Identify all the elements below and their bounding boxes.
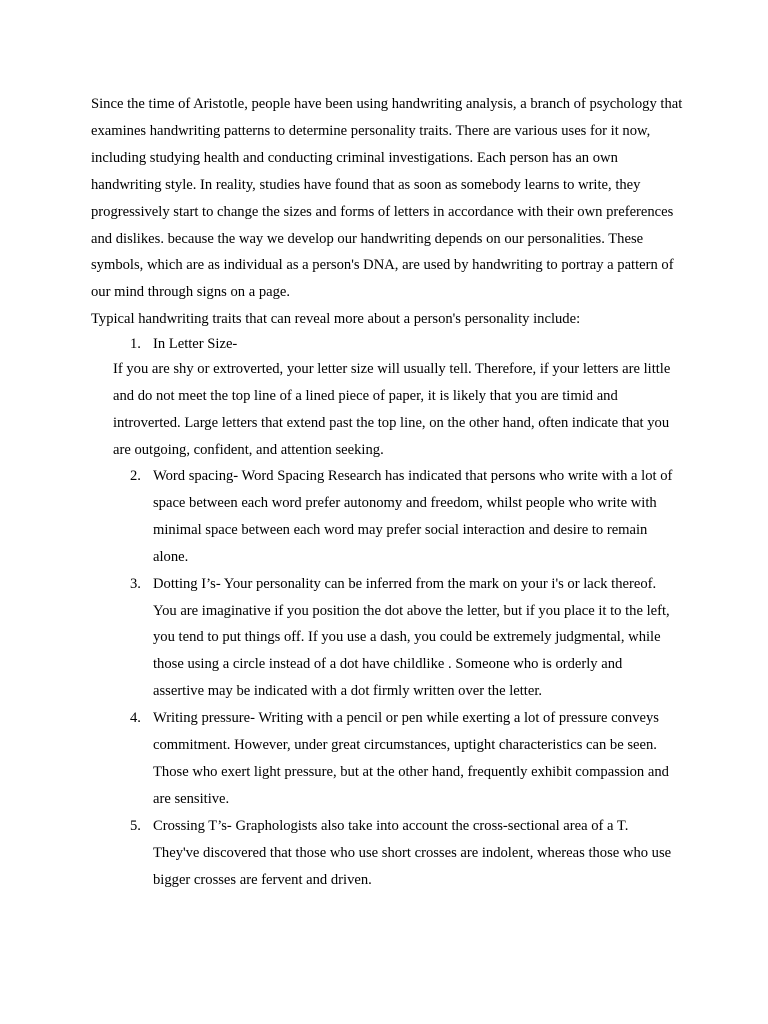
list-item-crossing-ts: [130, 813, 675, 894]
list-item-dotting-is: [130, 571, 675, 706]
list-item-number: 5.: [130, 817, 141, 834]
list-item-number: 1.: [130, 336, 141, 352]
list-item-writing-pressure: [130, 705, 675, 813]
list-item-text: Word spacing- Word Spacing Research has indicated that persons who write with a lot of space between each word prefer autonomy and freedom, whilst people who write with minimal space between each word may prefer social interaction and desire to remain alone.: [153, 468, 673, 565]
intro-paragraph: Since the time of Aristotle, people have been using handwriting analysis, a branch of psychology that examines handwriting patterns to determine personality traits. There are various uses for it now, including studying health and conducting criminal investigations. Each person has an own handwriting style. In reality, studies have found that as soon as somebody learns to write, they progressively start to change the sizes and forms of letters in accordance with their own preferences and dislikes. because the way we develop our handwriting depends on our personalities. These symbols, which are as individual as a person's DNA, are used by handwriting to portray a pattern of our mind through signs on a page.: [91, 96, 683, 301]
list-item-text: Crossing T’s- Graphologists also take into account the cross-sectional area of a T. They've discovered that those who use short crosses are indolent, whereas those who use bigger crosses are fervent and driven.: [153, 817, 672, 888]
list-item-title: In Letter Size-: [153, 336, 238, 352]
letter-size-paragraph: If you are shy or extroverted, your letter size will usually tell. Therefore, if your letters are little and do not meet the top line of a lined piece of paper, it is likely that you are timid and introverted. Large letters that extend past the top line, on the other hand, often indicate that you are outgoing, confident, and attention seeking.: [113, 361, 671, 458]
list-item-text: Writing pressure- Writing with a pencil or pen while exerting a lot of pressure conveys commitment. However, under great circumstances, uptight characteristics can be seen. Those who exert light pressure, but at the other hand, frequently exhibit compassion and are sensitive.: [153, 710, 669, 807]
list-item-number: 4.: [130, 710, 141, 727]
list-item-number: 2.: [130, 468, 141, 484]
list-item-number: 3.: [130, 575, 141, 592]
list-item-word-spacing: [130, 463, 675, 571]
traits-list: [130, 463, 675, 894]
list-item-text: Dotting I’s- Your personality can be inferred from the mark on your i's or lack thereof. You are imaginative if you position the dot above the letter, but if you place it to the left, you tend to put things off. If you use a dash, you could be extremely judgmental, while those using a circle instead of a dot have childlike . Someone who is orderly and assertive may be indicated with a dot firmly written over the letter.: [153, 575, 670, 700]
traits-lead-sentence: Typical handwriting traits that can reveal more about a person's personality include:: [91, 311, 581, 327]
